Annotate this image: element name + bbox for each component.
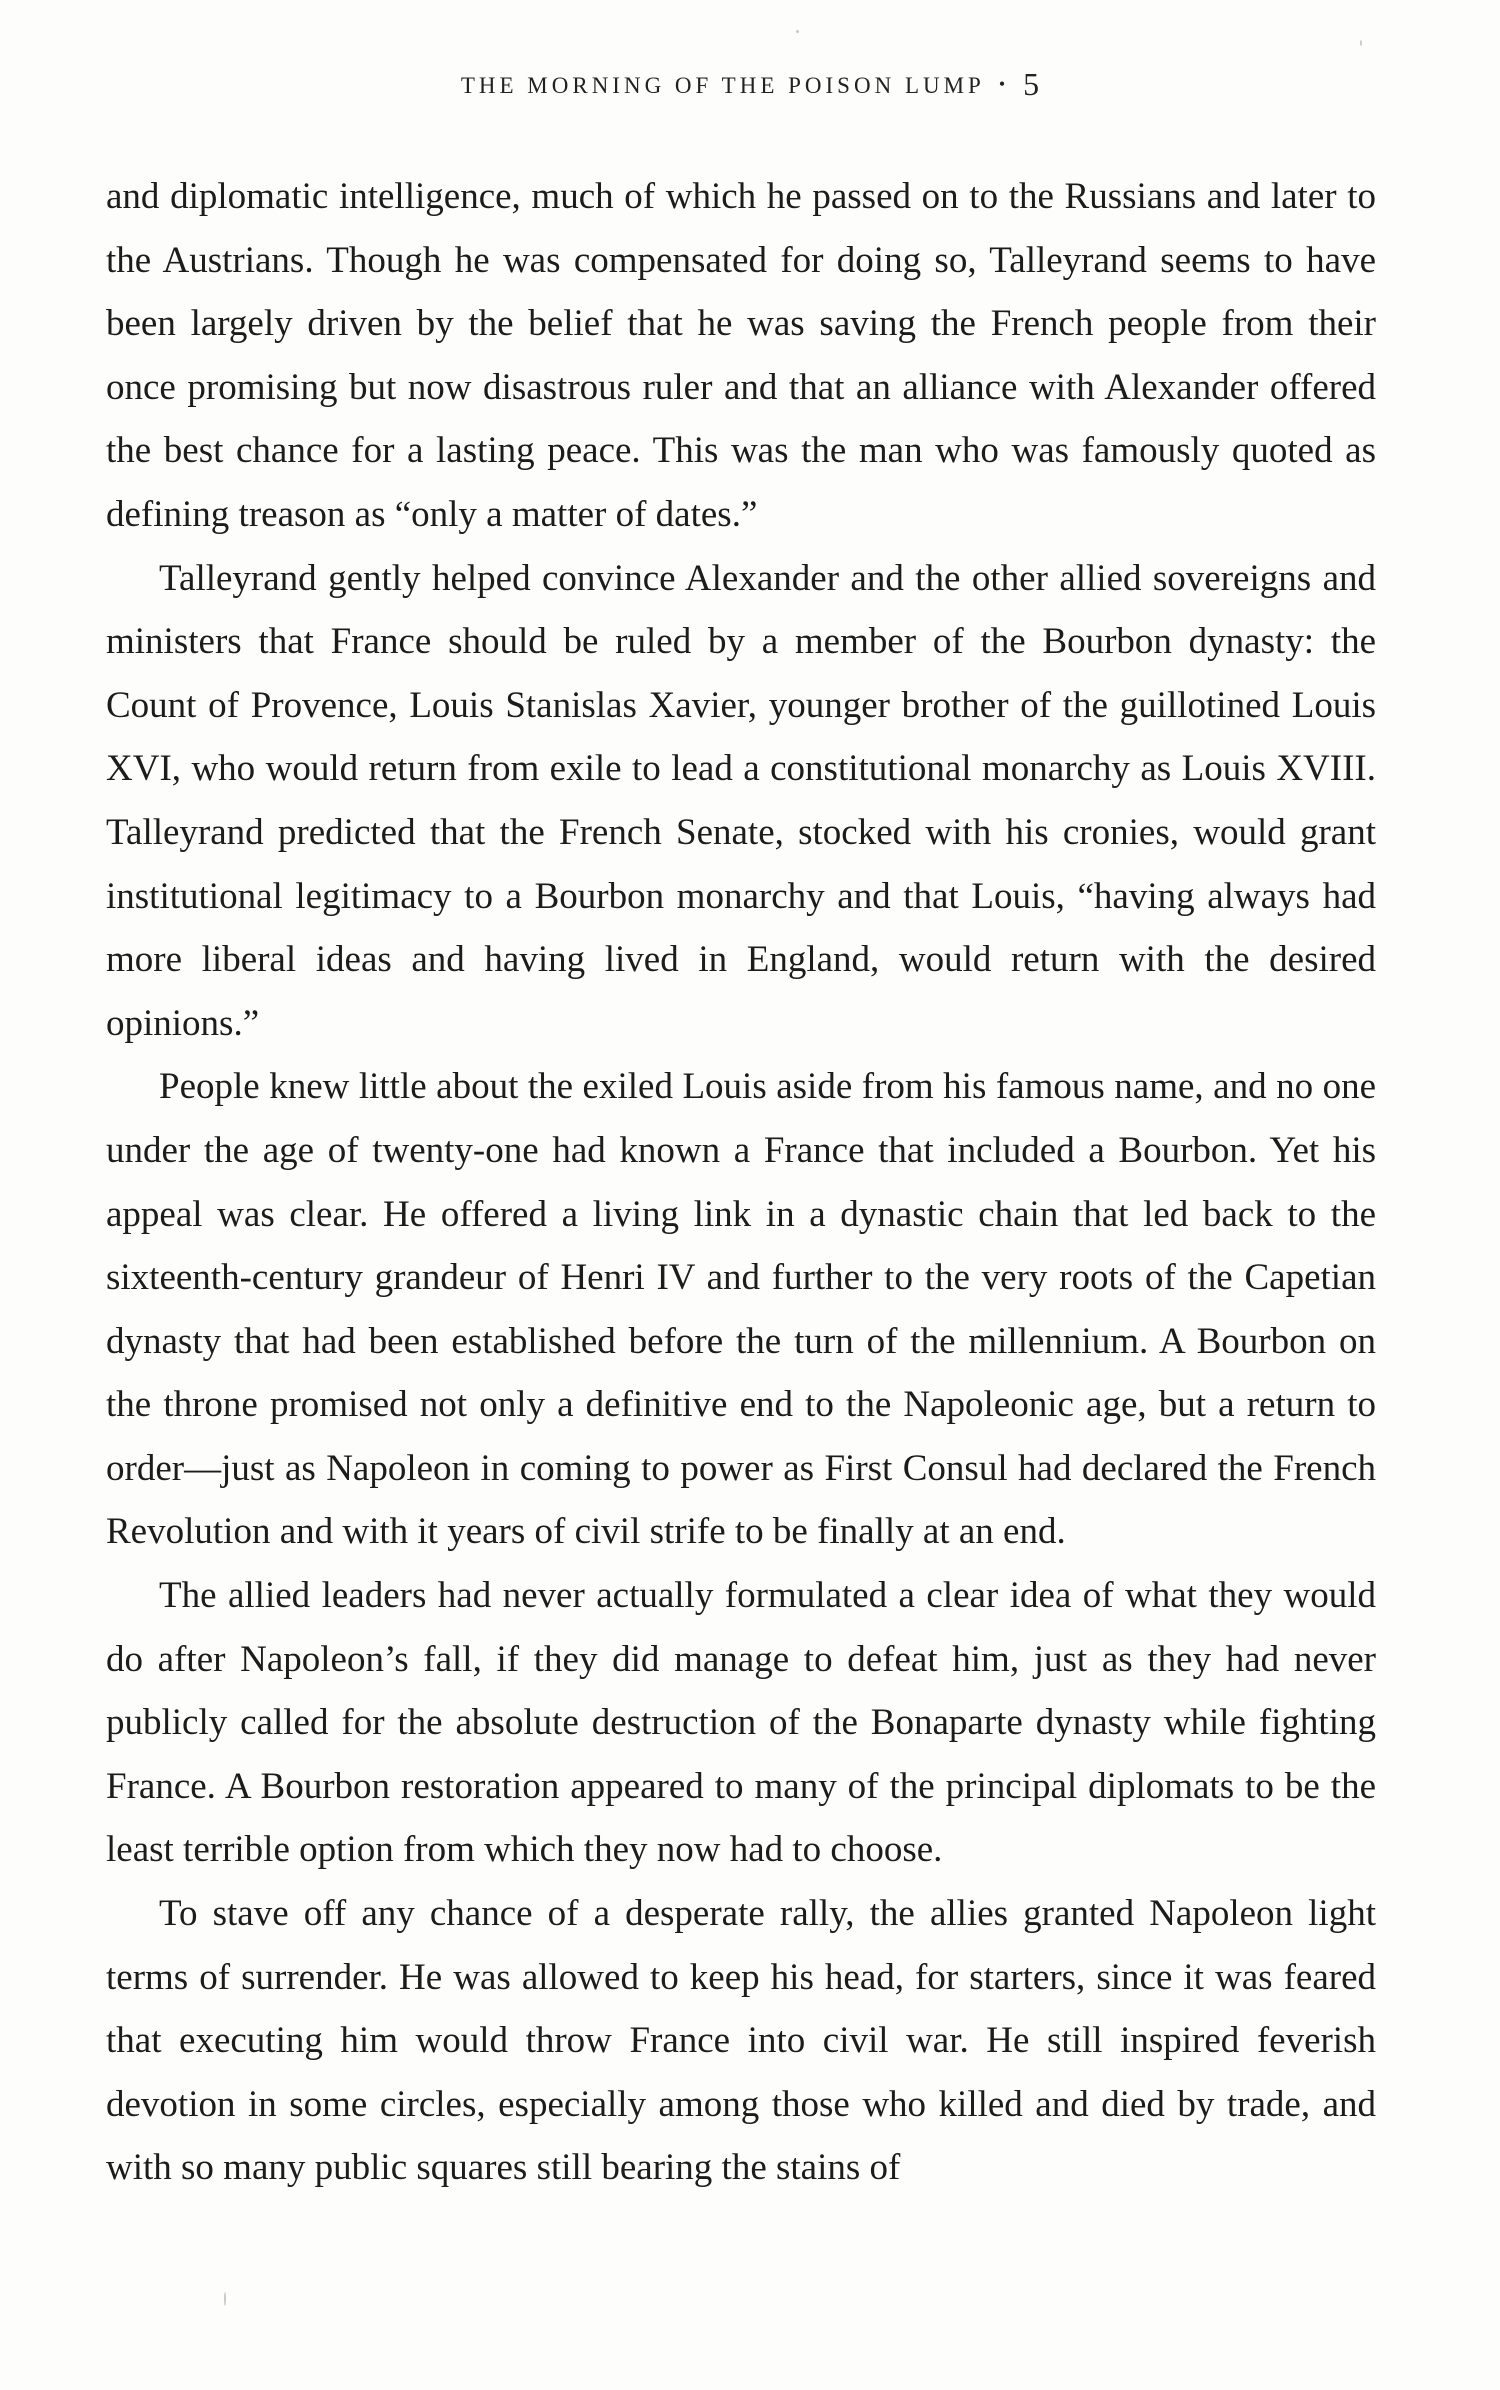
paper-speck	[1360, 40, 1362, 46]
running-head	[0, 66, 1500, 103]
paragraph-4: The allied leaders had never actually formulated a clear idea of what they would do after Napoleon’s fall, if they did manage to defeat him, just as they had never publicly called for the absolute destruction of the Bonaparte dynasty while fighting France. A Bourbon restoration appeared to many of the principal diplomats to be the least terrible option from which they now had to choose.	[106, 1575, 1376, 1871]
header-separator: •	[998, 74, 1010, 94]
body-text	[106, 165, 1376, 2200]
paper-speck	[224, 2292, 226, 2306]
running-title: THE MORNING OF THE POISON LUMP	[460, 73, 985, 98]
page-number: 5	[1023, 66, 1040, 102]
paragraph-1: and diplomatic intelligence, much of which he passed on to the Russians and later to the Austrians. Though he was compensated for doing so, Talleyrand seems to have been largely driven by the belief that he was saving the French people from their once promising but now disastrous ruler and that an alliance with Alexander offered the best chance for a lasting peace. This was the man who was famously quoted as defining treason as “only a matter of dates.”	[106, 176, 1376, 535]
paragraph-2: Talleyrand gently helped convince Alexander and the other allied sovereigns and ministers that France should be ruled by a member of the Bourbon dynasty: the Count of Provence, Louis Stanislas Xavier, younger brother of the guillotined Louis XVI, who would return from exile to lead a constitutional monarchy as Louis XVIII. Talleyrand predicted that the French Senate, stocked with his cronies, would grant institutional legitimacy to a Bourbon monarchy and that Louis, “having always had more liberal ideas and having lived in England, would return with the desired opinions.”	[106, 557, 1376, 1044]
paragraph-3: People knew little about the exiled Louis aside from his famous name, and no one under the age of twenty-one had known a France that included a Bourbon. Yet his appeal was clear. He offered a living link in a dynastic chain that led back to the sixteenth-century grandeur of Henri IV and further to the very roots of the Capetian dynasty that had been established before the turn of the millennium. A Bourbon on the throne promised not only a definitive end to the Napoleonic age, but a return to order—just as Napoleon in coming to power as First Consul had declared the French Revolution and with it years of civil strife to be finally at an end.	[106, 1066, 1376, 1553]
paper-speck	[796, 30, 799, 33]
paragraph-5: To stave off any chance of a desperate rally, the allies granted Napoleon light terms of surrender. He was allowed to keep his head, for starters, since it was feared that executing him would throw France into civil war. He still inspired feverish devotion in some circles, especially among those who killed and died by trade, and with so many public squares still bearing the stains of	[106, 1893, 1376, 2189]
